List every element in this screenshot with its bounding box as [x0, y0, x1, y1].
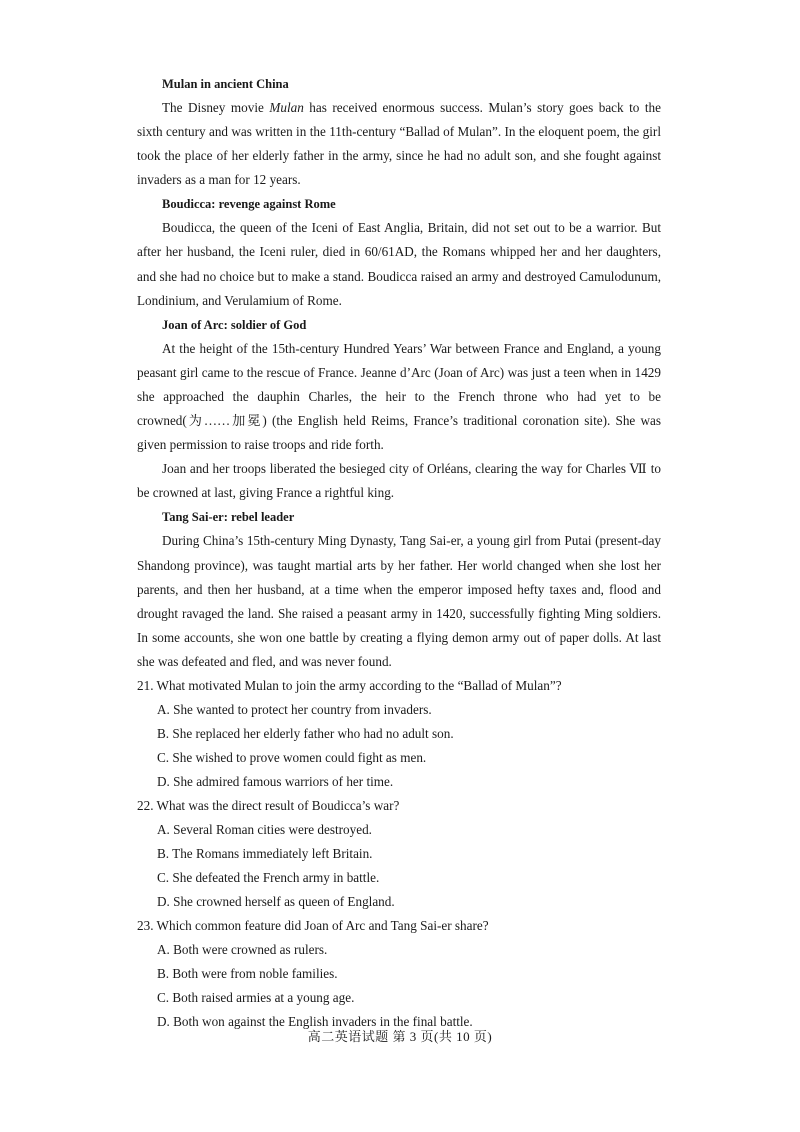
movie-title: Mulan — [269, 100, 304, 115]
section-tang-sai-er — [137, 505, 661, 674]
paragraph: Boudicca, the queen of the Iceni of East Anglia, Britain, did not set out to be a warrior. But after her husband, the Iceni ruler, died in 60/61AD, the Romans whipped her and her daughters, and she had no choice but to make a stand. Boudicca raised an army and destroyed Camulodunum, Londinium, and Verulamium of Rome. — [137, 220, 661, 308]
option-c: C. She wished to prove women could fight as men. — [157, 749, 427, 765]
option-b: B. She replaced her elderly father who had no adult son. — [157, 725, 454, 741]
section-joan-of-arc — [137, 313, 661, 506]
section-title: Joan of Arc: soldier of God — [162, 317, 307, 332]
question-21 — [137, 674, 661, 794]
question-stem: 21. What motivated Mulan to join the army according to the “Ballad of Mulan”? — [137, 677, 562, 693]
paragraph: At the height of the 15th-century Hundred Years’ War between France and England, a young peasant girl came to the rescue of France. Jeanne d’Arc (Joan of Arc) was just a teen when in 1429 she approached the dauphin Charles, the heir to the French throne who had yet to be crowned(为……加冕) (the English held Reims, France’s traditional coronation site). She was given permission to raise troops and ride forth. — [137, 340, 661, 453]
question-23 — [137, 914, 661, 1034]
page-footer: 高二英语试题 第 3 页(共 10 页) — [307, 1029, 493, 1044]
option-d: D. Both won against the English invaders in the final battle. — [157, 1013, 473, 1029]
question-stem: 23. Which common feature did Joan of Arc and Tang Sai-er share? — [137, 917, 489, 933]
question-stem: 22. What was the direct result of Boudicca’s war? — [137, 797, 400, 813]
section-mulan — [137, 72, 661, 192]
option-c: C. Both raised armies at a young age. — [157, 989, 355, 1005]
section-boudicca — [137, 192, 661, 312]
option-b: B. Both were from noble families. — [157, 965, 338, 981]
section-title: Tang Sai-er: rebel leader — [162, 510, 295, 525]
section-title: Mulan in ancient China — [162, 77, 289, 91]
paragraph: The Disney movie Mulan has received enormous success. Mulan’s story goes back to the sixth century and was written in the 11th-century “Ballad of Mulan”. In the eloquent poem, the girl took the place of her elderly father in the army, since he had no adult son, and she fought against invaders as a man for 12 years. — [137, 100, 661, 188]
option-d: D. She admired famous warriors of her time. — [157, 773, 394, 789]
option-c: C. She defeated the French army in battle. — [157, 869, 380, 885]
option-a: A. She wanted to protect her country from invaders. — [157, 701, 432, 717]
paragraph: Joan and her troops liberated the besieged city of Orléans, clearing the way for Charles Ⅶ to be crowned at last, giving France a rightful king. — [137, 461, 661, 501]
question-22 — [137, 794, 661, 914]
section-title: Boudicca: revenge against Rome — [162, 197, 336, 212]
option-a: A. Both were crowned as rulers. — [157, 941, 328, 957]
option-d: D. She crowned herself as queen of England. — [157, 893, 395, 909]
option-b: B. The Romans immediately left Britain. — [157, 845, 373, 861]
exam-page — [137, 72, 661, 1034]
paragraph: During China’s 15th-century Ming Dynasty, Tang Sai-er, a young girl from Putai (present-day Shandong province), was taught martial arts by her father. Her world changed when she lost her parents, and then her husband, at a time when the emperor imposed hefty taxes and, flood and drought ravaged the land. She raised a peasant army in 1420, successfully fighting Ming soldiers. In some accounts, she won one battle by creating a flying demon army out of paper dolls. At last she was defeated and fled, and was never found. — [137, 533, 661, 669]
option-a: A. Several Roman cities were destroyed. — [157, 821, 372, 837]
